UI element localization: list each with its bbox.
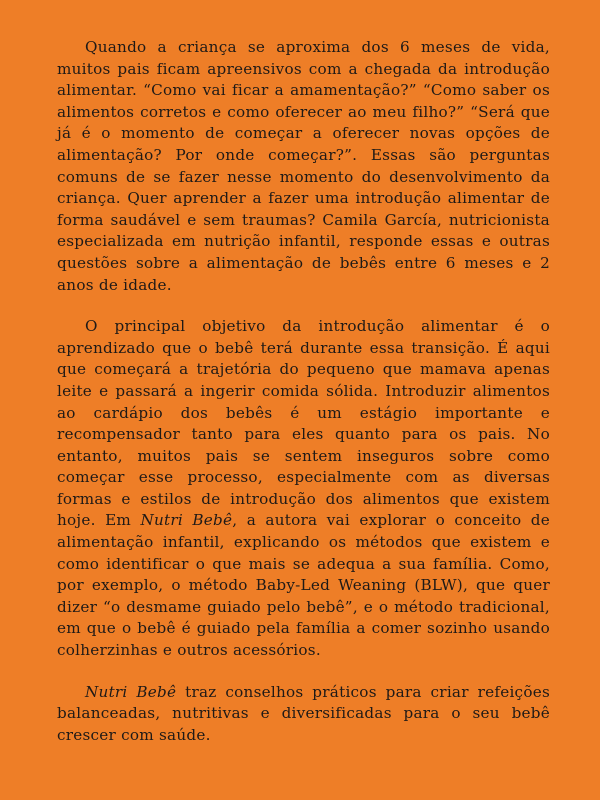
paragraph-intro-text: Quando a criança se aproxima dos 6 meses de vida, muitos pais ficam apreensivos com a chegada da introdução alimentar. “Como vai ficar a amamentação?” “Como saber os alimentos corretos e como oferecer ao meu filho?” “Será que já é o momento de começar a oferecer novas opções de alimentação? Por onde começar?”. Essas são perguntas comuns de se fazer nesse momento do desenvolvimento da criança. Quer aprender a fazer uma introdução alimentar de forma saudável e sem traumas? Camila García, nutricionista especializada em nutrição infantil, responde essas e outras questões sobre a alimentação de bebês entre 6 meses e 2 anos de idade. [57, 38, 550, 294]
paragraph-objective [57, 316, 550, 662]
book-title-closing: Nutri Bebê [85, 682, 177, 701]
paragraph-closing [57, 682, 550, 747]
paragraph-objective-text-1: O principal objetivo da introdução alimentar é o aprendizado que o bebê terá durante essa transição. É aqui que começará a trajetória do pequeno que mamava apenas leite e passará a ingerir comida sólida. Introduzir alimentos ao cardápio dos bebês é um estágio importante e recompensador tanto para eles quanto para os pais. No entanto, muitos pais se sentem inseguros sobre como começar esse processo, especialmente com as diversas formas e estilos de introdução dos alimentos que existem hoje. Em [57, 317, 550, 530]
paragraph-objective-text-2: , a autora vai explorar o conceito de alimentação infantil, explicando os métodos que existem e como identificar o que mais se adequa a sua família. Como, por exemplo, o método Baby-Led Weaning (BLW), que quer dizer “o desmame guiado pelo bebê”, e o método tradicional, em que o bebê é guiado pela família a comer sozinho usando colherzinhas e outros acessórios. [57, 511, 550, 660]
synopsis-text [57, 37, 550, 746]
paragraph-closing-text: traz conselhos práticos para criar refeições balanceadas, nutritivas e diversificadas para o seu bebê crescer com saúde. [57, 682, 550, 744]
book-title-inline: Nutri Bebê [140, 511, 233, 530]
paragraph-intro [57, 37, 550, 296]
